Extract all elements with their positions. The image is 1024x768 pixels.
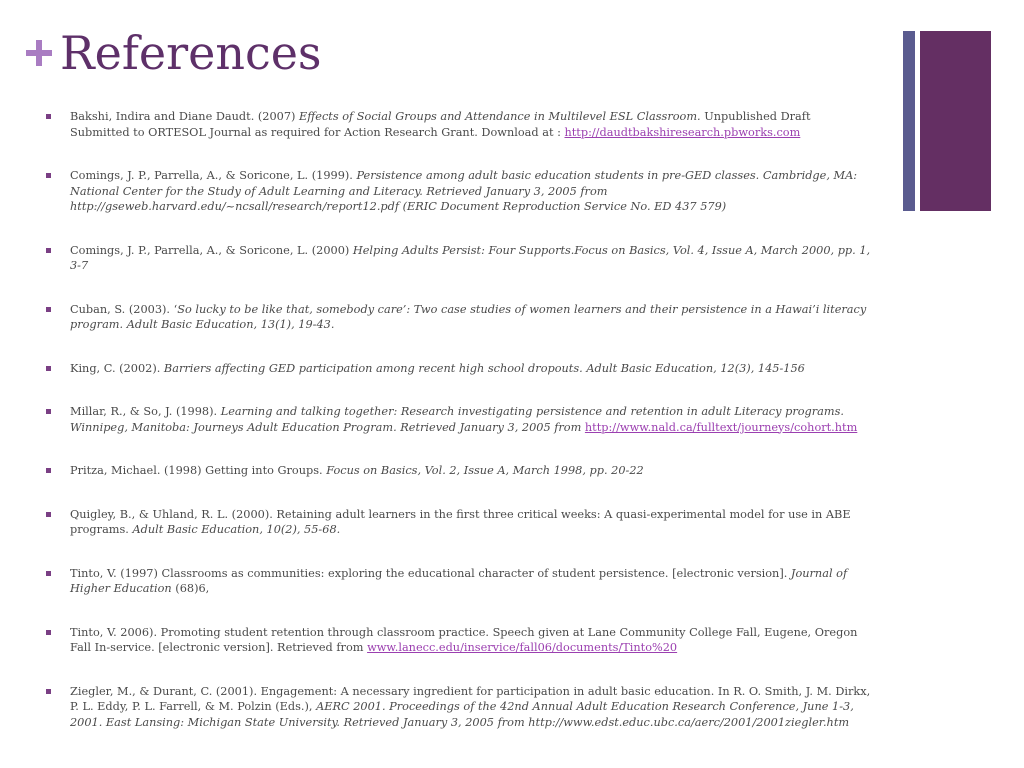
reference-text: Cuban, S. (2003). ‘ — [70, 302, 178, 316]
reference-title: Barriers affecting GED participation among recent high school dropouts. Adult Basic Education, 12(3), 145-156 — [163, 361, 805, 375]
reference-text: Quigley, B., & Uhland, R. L. (2000). Retaining adult learners in the first three critical weeks: A quasi-experimental model for use in ABE programs. — [70, 507, 851, 536]
reference-title: Learning and talking together: Research investigating persistence and retention in adult Literacy programs. Winnipeg, Manitoba: Journeys Adult Education Program. Retrieved January 3, 2005 from — [70, 405, 845, 434]
reference-item — [44, 507, 872, 538]
decorative-bar-thin — [903, 31, 915, 211]
reference-title: Effects of Social Groups and Attendance in Multilevel ESL Classroom. — [299, 110, 701, 123]
references-list — [44, 109, 872, 758]
reference-text: King, C. (2002). — [70, 361, 164, 375]
reference-item — [44, 463, 872, 479]
reference-item — [44, 625, 872, 656]
reference-text: Bakshi, Indira and Diane Daudt. (2007) — [70, 110, 300, 123]
reference-text: (68)6, — [171, 582, 210, 595]
reference-item — [44, 302, 872, 333]
reference-text: Comings, J. P., Parrella, A., & Soricone, L. (1999). — [70, 169, 357, 182]
reference-item — [44, 109, 872, 140]
reference-title: Helping Adults Persist: Four Supports.Focus on Basics, Vol. 4, Issue A, March 2000, pp. 1, 3-7 — [70, 243, 871, 272]
decorative-bar-thick — [920, 31, 991, 211]
reference-title: Journal of Higher Education — [70, 566, 848, 595]
reference-text: Pritza, Michael. (1998) Getting into Groups. — [70, 464, 327, 477]
reference-link[interactable]: http://daudtbakshiresearch.pbworks.com — [564, 125, 801, 139]
reference-item — [44, 404, 872, 435]
reference-title: Adult Basic Education, 10(2), 55-68. — [132, 523, 341, 536]
reference-text: Ziegler, M., & Durant, C. (2001). Engagement: A necessary ingredient for participation in adult basic education. In R. O. Smith, J. M. Dirkx, P. L. Eddy, P. L. Farrell, & M. Polzin (Eds.), — [70, 684, 871, 713]
reference-item — [44, 168, 872, 215]
reference-text: Comings, J. P., Parrella, A., & Soricone, L. (2000) — [70, 243, 353, 257]
reference-text: Unpublished Draft Submitted to ORTESOL Journal as required for Action Research Grant. Download at : — [70, 110, 811, 139]
reference-title: So lucky to be like that, somebody care’: Two case studies of women learners and their persistence in a Hawai’i literacy program. Adult Basic Education, 13(1), 19-43. — [70, 302, 867, 331]
reference-text: Tinto, V. (1997) Classrooms as communities: exploring the educational character of student persistence. [electronic version]. — [70, 566, 791, 580]
reference-item — [44, 361, 872, 377]
slide-title: References — [60, 26, 322, 80]
reference-item — [44, 684, 872, 731]
reference-link[interactable]: http://www.nald.ca/fulltext/journeys/cohort.htm — [584, 420, 858, 434]
reference-item — [44, 566, 872, 597]
reference-text: Millar, R., & So, J. (1998). — [70, 405, 221, 418]
plus-icon — [26, 40, 52, 66]
reference-title: Persistence among adult basic education students in pre-GED classes. Cambridge, MA: National Center for the Study of Adult Learning and Literacy. Retrieved January 3, 2005 from http://gseweb.harvard.edu/~ncsall/research/report12.pdf (ERIC Document Reproduction Service No. ED 437 579) — [70, 169, 858, 213]
reference-item — [44, 243, 872, 274]
reference-text: Tinto, V. 2006). Promoting student retention through classroom practice. Speech given at Lane Community College Fall, Eugene, Oregon Fall In-service. [electronic version]. Retrieved from — [70, 625, 858, 654]
reference-title: AERC 2001. Proceedings of the 42nd Annual Adult Education Research Conference, June 1-3, 2001. East Lansing: Michigan State University. Retrieved January 3, 2005 from http://www.edst.educ.ubc.ca/aerc/2001/2001ziegler.htm — [70, 700, 854, 729]
reference-link[interactable]: www.lanecc.edu/inservice/fall06/documents/Tinto%20 — [367, 641, 678, 654]
reference-title: Focus on Basics, Vol. 2, Issue A, March 1998, pp. 20-22 — [326, 464, 644, 477]
